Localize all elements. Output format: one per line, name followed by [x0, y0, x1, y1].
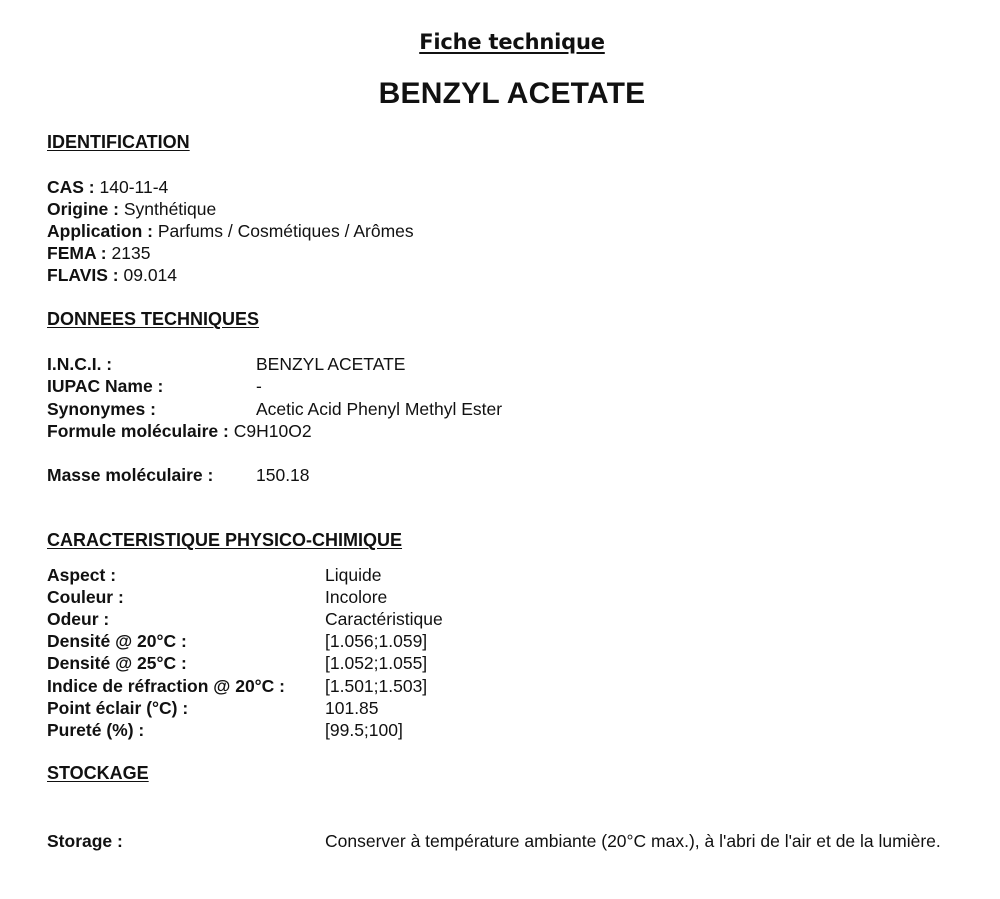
row-label: FEMA :: [47, 243, 107, 263]
identification-row-origine: [47, 198, 216, 220]
physico-label-densite-25: Densité @ 25°C :: [47, 653, 187, 673]
document-title: Fiche technique: [419, 30, 605, 54]
identification-row-cas: [47, 176, 168, 198]
technical-label-masse: Masse moléculaire :: [47, 465, 214, 485]
technical-value-synonymes: Acetic Acid Phenyl Methyl Ester: [256, 399, 503, 419]
physico-value-densite-20: [1.056;1.059]: [325, 631, 428, 651]
physico-value-couleur: Incolore: [325, 587, 388, 607]
storage-row: [47, 830, 947, 852]
physico-value-odeur: Caractéristique: [325, 609, 443, 629]
identification-row-fema: [47, 242, 150, 264]
physico-value-purete: [99.5;100]: [325, 720, 403, 740]
row-value: C9H10O2: [233, 421, 312, 441]
product-name: BENZYL ACETATE: [378, 77, 646, 110]
row-value: 09.014: [123, 265, 178, 285]
physico-label-aspect: Aspect :: [47, 565, 117, 585]
storage-value: Conserver à température ambiante (20°C max.), à l'abri de l'air et de la lumière.: [325, 831, 941, 851]
technical-value-masse: 150.18: [256, 465, 310, 485]
section-heading-technical: DONNEES TECHNIQUES: [47, 309, 260, 329]
row-value: 140-11-4: [99, 177, 169, 197]
row-value: Synthétique: [123, 199, 217, 219]
physico-value-refraction: [1.501;1.503]: [325, 676, 428, 696]
physico-label-point-eclair: Point éclair (°C) :: [47, 698, 189, 718]
physico-value-aspect: Liquide: [325, 565, 382, 585]
section-heading-identification: IDENTIFICATION: [47, 132, 190, 152]
physico-label-odeur: Odeur :: [47, 609, 110, 629]
technical-value-inci: BENZYL ACETATE: [256, 354, 406, 374]
identification-row-flavis: [47, 264, 177, 286]
technical-row-formule: [47, 420, 312, 442]
section-heading-physico: CARACTERISTIQUE PHYSICO-CHIMIQUE: [47, 530, 403, 550]
row-value: Parfums / Cosmétiques / Arômes: [157, 221, 414, 241]
physico-label-couleur: Couleur :: [47, 587, 124, 607]
section-heading-storage: STOCKAGE: [47, 763, 149, 783]
technical-value-iupac: -: [256, 376, 262, 396]
row-value: 2135: [111, 243, 151, 263]
technical-label-iupac: IUPAC Name :: [47, 376, 164, 396]
physico-label-densite-20: Densité @ 20°C :: [47, 631, 187, 651]
row-label: Origine :: [47, 199, 119, 219]
identification-row-application: [47, 220, 414, 242]
physico-value-point-eclair: 101.85: [325, 698, 379, 718]
technical-label-inci: I.N.C.I. :: [47, 354, 113, 374]
row-label: Formule moléculaire :: [47, 421, 229, 441]
storage-label: Storage :: [47, 831, 123, 851]
physico-label-purete: Pureté (%) :: [47, 720, 145, 740]
row-label: Application :: [47, 221, 153, 241]
technical-label-synonymes: Synonymes :: [47, 399, 156, 419]
row-label: FLAVIS :: [47, 265, 119, 285]
row-label: CAS :: [47, 177, 95, 197]
physico-value-densite-25: [1.052;1.055]: [325, 653, 428, 673]
physico-label-refraction: Indice de réfraction @ 20°C :: [47, 676, 286, 696]
